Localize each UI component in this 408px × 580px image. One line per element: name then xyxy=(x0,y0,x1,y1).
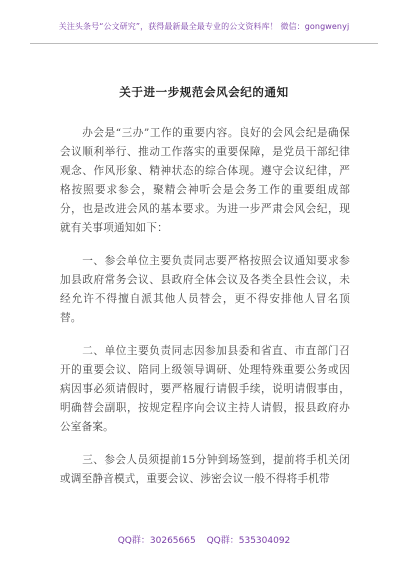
paragraph-item-3: 三、参会人员须提前15分钟到场签到，提前将手机关闭或调至静音模式，重要会议、涉密会议一般不得将手机带 xyxy=(60,454,350,485)
header-divider xyxy=(30,43,378,44)
qq-group-1: QQ群：30265665 xyxy=(117,536,196,546)
paragraph-item-1: 一、参会单位主要负责同志要严格按照会议通知要求参加县政府常务会议、县政府全体会议及各类全县性会议，未经允许不得擅自派其他人员替会，更不得安排他人冒名顶替。 xyxy=(60,255,350,324)
paragraph-intro: 办会是“三办”工作的重要内容。良好的会风会纪是确保会议顺利举行、推动工作落实的重要保障，是党员干部纪律观念、作风形象、精神状态的综合体现。遵守会议纪律，严格按照要求参会，聚精会神听会是会务工作的重要组成部分，也是改进会风的基本要求。为进一步严肃会风会纪，现就有关事项通知如下： xyxy=(60,127,350,234)
paragraph-item-2: 二、单位主要负责同志因参加县委和省直、市直部门召开的重要会议、陪同上级领导调研、处理特殊重要公务或因病因事必须请假时，要严格履行请假手续，说明请假事由，明确替会副职，按规定程序向会议主持人请假，报县政府办公室备案。 xyxy=(60,345,350,433)
promo-header: 关注头条号“公文研究”，获得最新最全最专业的公文资料库！ 微信：gongwenyj xyxy=(58,22,350,31)
document-body xyxy=(60,124,350,503)
document-title: 关于进一步规范会风会纪的通知 xyxy=(119,85,289,99)
promo-footer xyxy=(0,533,408,546)
qq-group-2: QQ群：535304092 xyxy=(206,536,291,546)
